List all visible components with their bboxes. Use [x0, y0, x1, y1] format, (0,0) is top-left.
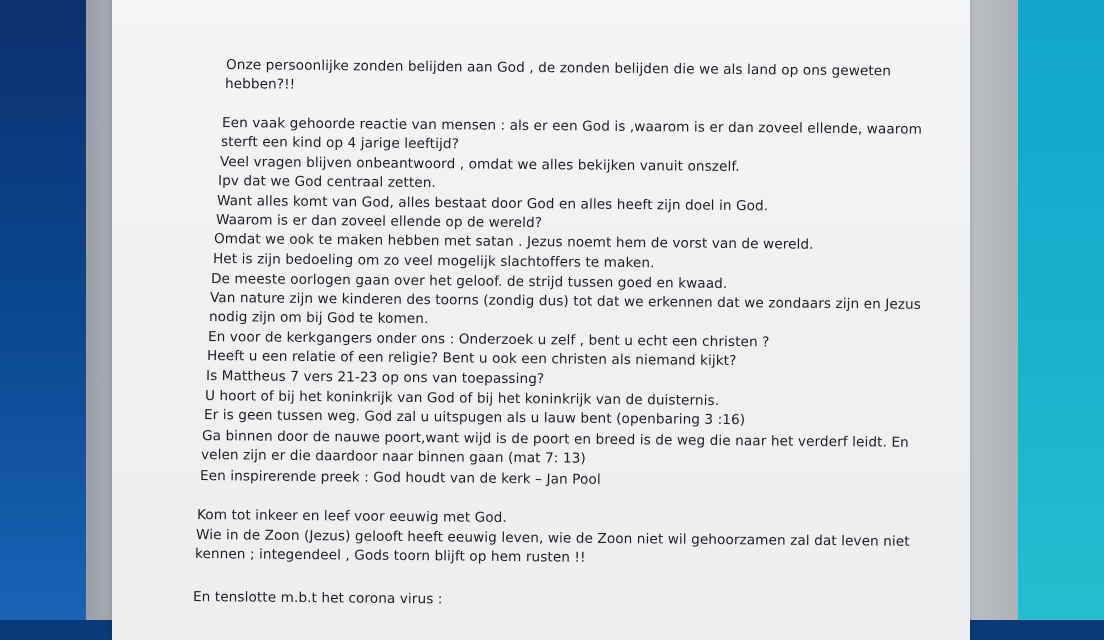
text-line: Er is geen tussen weg. God zal u uitspugen als u lauw bent (openbaring 3 :16) — [203, 407, 746, 429]
right-teal-frame — [1018, 0, 1104, 620]
text-line: Van nature zijn we kinderen des toorns (zondig dus) tot dat we erkennen dat we zondaars zijn en Jezus — [209, 290, 922, 313]
text-line: Onze persoonlijke zonden belijden aan God , de zonden belijden die we als land op ons geweten — [225, 57, 892, 80]
letter-paper — [112, 0, 970, 640]
text-line: Waarom is er dan zoveel ellende op de wereld? — [215, 212, 543, 232]
text-line: Heeft u een relatie of een religie? Bent u ook een christen als niemand kijkt? — [206, 348, 737, 370]
text-line: Kom tot inkeer en leef voor eeuwig met God. — [196, 507, 507, 526]
text-line: sterft een kind op 4 jarige leeftijd? — [220, 134, 460, 153]
text-line: Een vaak gehoorde reactie van mensen : als er een God is ,waarom is er dan zoveel ellende, waarom — [221, 115, 923, 138]
text-line: En voor de kerkgangers onder ons : Onderzoek u zelf , bent u echt een christen ? — [207, 329, 770, 351]
text-line: kennen ; integendeel , Gods toorn blijft op hem rusten !! — [194, 546, 586, 566]
text-line: nodig zijn om bij God te komen. — [208, 309, 429, 328]
text-line: Is Mattheus 7 vers 21-23 op ons van toepassing? — [205, 368, 545, 388]
text-line: De meeste oorlogen gaan over het geloof. de strijd tussen goed en kwaad. — [210, 271, 728, 292]
text-line: Een inspirerende preek : God houdt van de kerk – Jan Pool — [199, 468, 601, 488]
text-line: Omdat we ook te maken hebben met satan . Jezus noemt hem de vorst van de wereld. — [213, 231, 814, 253]
text-line: Het is zijn bedoeling om zo veel mogelijk slachtoffers te maken. — [212, 251, 655, 272]
text-line: Wie in de Zoon (Jezus) gelooft heeft eeuwig leven, wie de Zoon niet wil gehoorzamen zal dat leven niet — [195, 527, 910, 550]
text-line: hebben?!! — [224, 76, 296, 93]
text-line: En tenslotte m.b.t het corona virus : — [192, 589, 443, 608]
text-line: velen zijn er die daardoor naar binnen gaan (mat 7: 13) — [200, 447, 586, 467]
text-line: Want alles komt van God, alles bestaat door God en alles heeft zijn doel in God. — [216, 193, 769, 215]
text-line: Ga binnen door de nauwe poort,want wijd is de poort en breed is de weg die naar het verderf leidt. En — [201, 428, 909, 451]
left-blue-frame — [0, 0, 86, 620]
text-line: Veel vragen blijven onbeantwoord , omdat we alles bekijken vanuit onszelf. — [219, 154, 740, 175]
text-line: U hoort of bij het koninkrijk van God of bij het koninkrijk van de duisternis. — [204, 388, 720, 409]
text-line: Ipv dat we God centraal zetten. — [217, 173, 436, 192]
